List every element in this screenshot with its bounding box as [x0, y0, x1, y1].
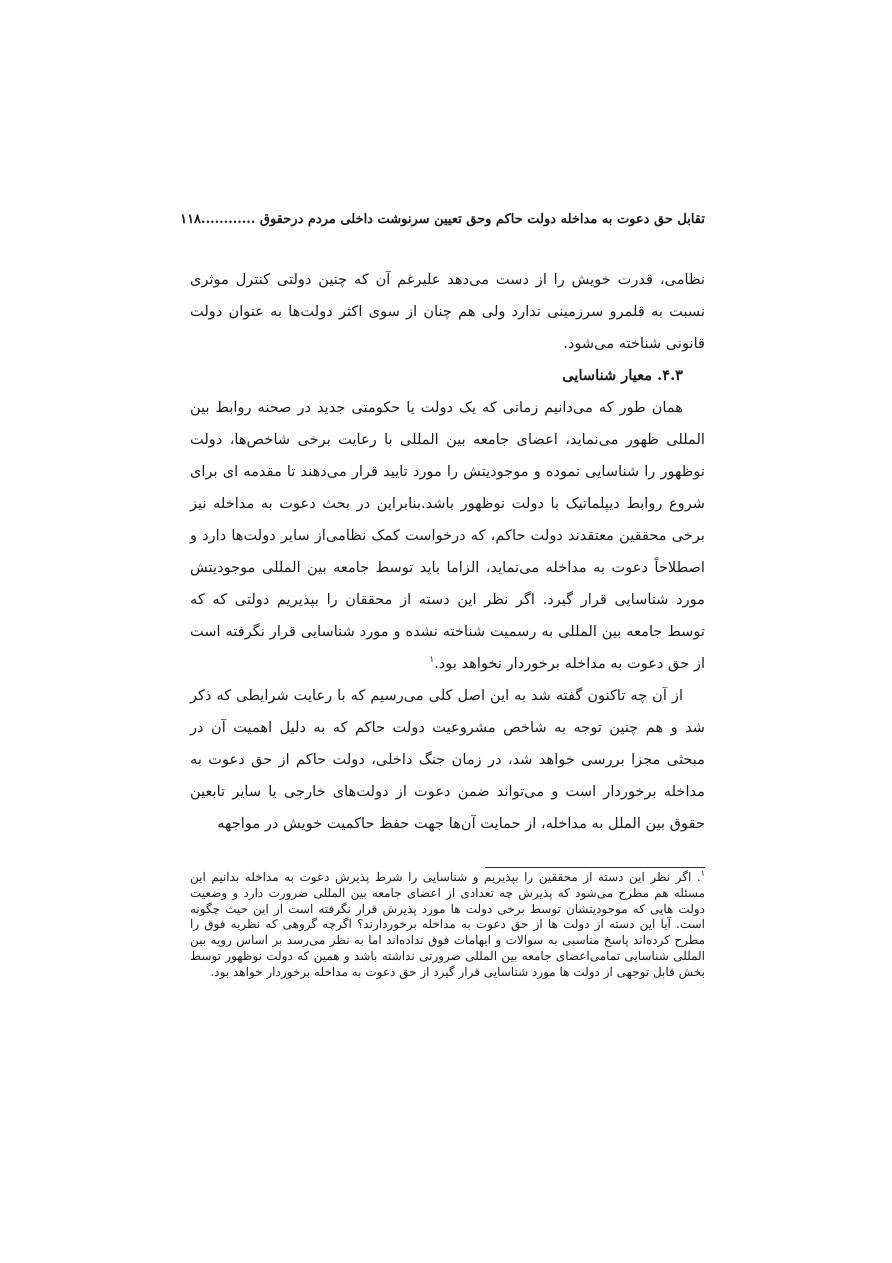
footnote-text: . اگر نظر این دسته از محققین را بپذیریم و شناسایی را شرط پذیرش دعوت به مداخله بدانیم این مسئله هم مطرح می‌شود که پذیرش چه تعدادی از اعضای جامعه بین المللی ضرورت دارد و وضعیت دولت هایی که موجودیتشان توسط برخی دولت ها مورد پذیرش قرار نگرفته است از این حیث چگونه است. آیا این دسته از دولت ها از حق دعوت به مداخله برخوردارند؟ اگرچه گروهی که نظریه فوق را مطرح کرده‌اند پاسخ مناسبی به سوالات و ابهامات فوق نداده‌اند اما به نظر می‌رسد بر اساس رویه بین المللی شناسایی تمامی‌اعضای جامعه بین المللی ضرورتی نداشته باشد و همین که دولت نوظهور توسط بخش قابل توجهی از دولت ها مورد شناسایی قرار گیرد از حق دعوت به مداخله برخوردار خواهد بود.	[190, 870, 705, 979]
running-header: تقابل حق دعوت به مداخله دولت حاکم وحق تعیین سرنوشت داخلی مردم درحقوق ............۱۱۸	[180, 212, 705, 227]
section-heading: ۴.۳. معیار شناسایی	[562, 367, 683, 384]
footnote	[190, 870, 705, 981]
paragraph-2-text: همان طور که می‌دانیم زمانی که یک دولت یا حکومتی جدید در صحنه روابط بین المللی ظهور می‌نماید، اعضای جامعه بین المللی با رعایت برخی شاخص‌ها، دولت نوظهور را شناسایی نموده و موجودیتش را مورد تایید قرار می‌دهند تا مقدمه ای برای شروع روابط دیپلماتیک با دولت نوظهور باشد.بنابراین در بحث دعوت به مداخله نیز برخی محققین معتقدند دولت حاکم، که درخواست کمک نظامی‌از سایر دولت‌ها دارد و اصطلاحاً دعوت به مداخله می‌نماید، الزاما باید توسط جامعه بین المللی موجودیتش مورد شناسایی قرار گیرد. اگر نظر این دسته از محققان را بپذیریم دولتی که که توسط جامعه بین المللی به رسمیت شناخته نشده و مورد شناسایی قرار نگرفته است از حق دعوت به مداخله برخوردار نخواهد بود.	[190, 399, 705, 672]
paragraph-2	[190, 392, 705, 680]
page-content	[180, 210, 705, 840]
footnote-reference[interactable]: ۱	[429, 655, 435, 666]
footnote-divider	[485, 867, 705, 868]
paragraph-1: نظامی، قدرت خویش را از دست می‌دهد علیرغم آن که چنین دولتی کنترل موثری نسبت به قلمرو سرزمینی ندارد ولی هم چنان از سوی اکثر دولت‌ها به عنوان دولت قانونی شناخته می‌شود.	[190, 271, 705, 352]
paragraph-3: از آن چه تاکنون گفته شد به این اصل کلی می‌رسیم که با رعایت شرایطی که ذکر شد و هم چنین توجه به شاخص مشروعیت دولت حاکم که به دلیل اهمیت آن در مبحثی مجزا بررسی خواهد شد، در زمان جنگ داخلی، دولت حاکم از حق دعوت به مداخله برخوردار است و می‌تواند ضمن دعوت از دولت‌های خارجی یا سایر تابعین حقوق بین الملل به مداخله، از حمایت آن‌ها جهت حفظ حاکمیت خویش در مواجهه	[190, 687, 705, 832]
body-text	[190, 264, 705, 840]
footnote-number: ۱	[700, 869, 705, 878]
